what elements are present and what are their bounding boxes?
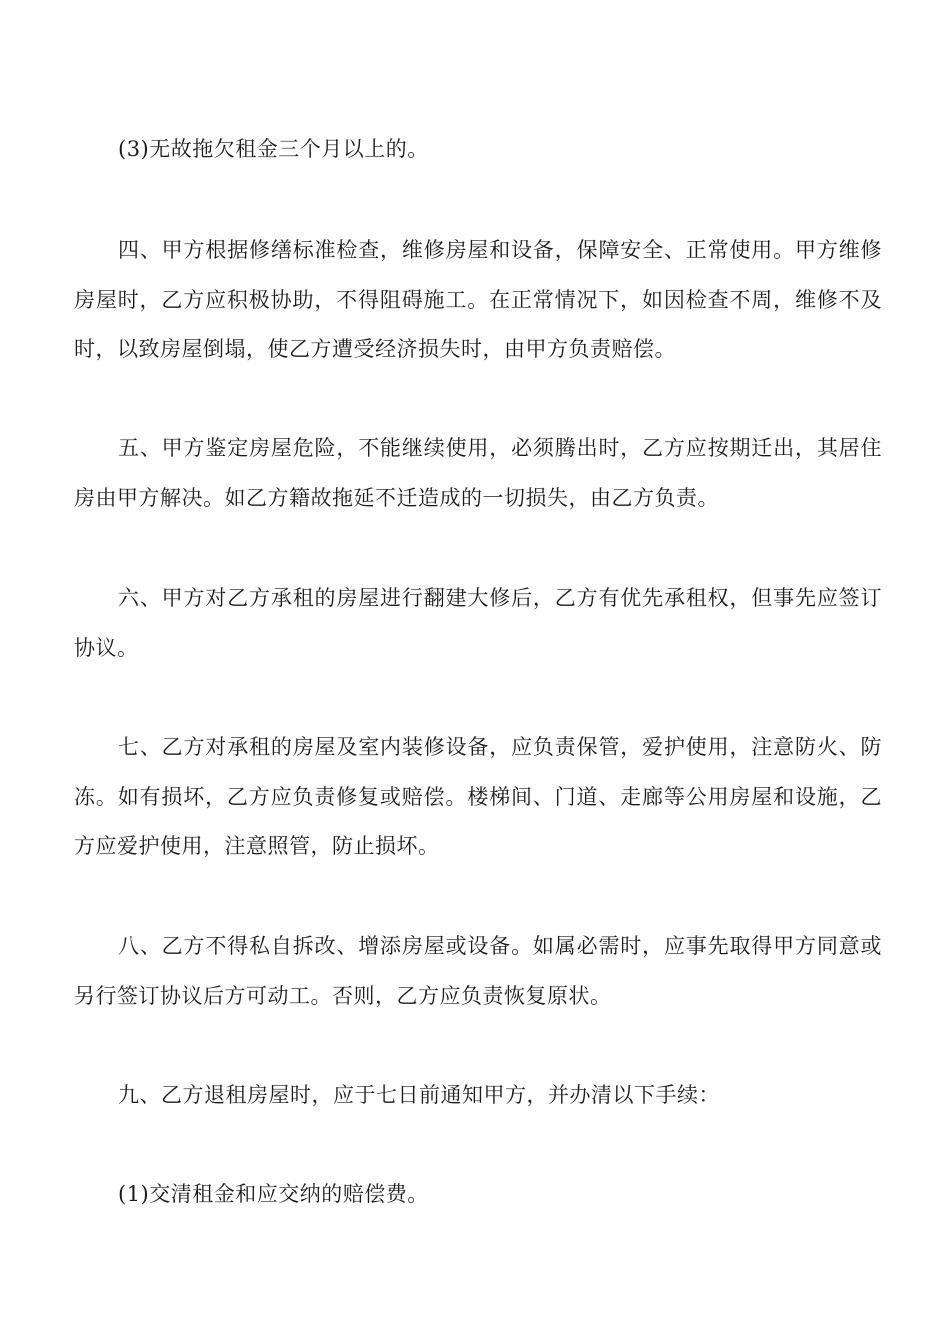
clause-9-item-1: (1)交清租金和应交纳的赔偿费。 [118, 1182, 429, 1206]
clause-8-alterations: 八、乙方不得私自拆改、增添房屋或设备。如属必需时，应事先取得甲方同意或另行签订协议后方可动工。否则，乙方应负责恢复原状。 [74, 934, 882, 1008]
clause-7-maintenance: 七、乙方对承租的房屋及室内装修设备，应负责保管，爱护使用，注意防火、防冻。如有损坏，乙方应负责修复或赔偿。楼梯间、门道、走廊等公用房屋和设施，乙方应爱护使用，注意照管，防止损坏。 [74, 735, 882, 858]
clause-3-item-3: (3)无故拖欠租金三个月以上的。 [118, 137, 429, 161]
clause-4-repair: 四、甲方根据修缮标准检查，维修房屋和设备，保障安全、正常使用。甲方维修房屋时，乙方应积极协助，不得阻碍施工。在正常情况下，如因检查不周，维修不及时，以致房屋倒塌，使乙方遭受经济损失时，由甲方负责赔偿。 [74, 238, 882, 361]
clause-5-danger: 五、甲方鉴定房屋危险，不能继续使用，必须腾出时，乙方应按期迁出，其居住房由甲方解决。如乙方籍故拖延不迁造成的一切损失，由乙方负责。 [74, 436, 882, 510]
clause-6-renovation: 六、甲方对乙方承租的房屋进行翻建大修后，乙方有优先承租权，但事先应签订协议。 [74, 586, 882, 660]
clause-9-termination: 九、乙方退租房屋时，应于七日前通知甲方，并办清以下手续： [118, 1083, 720, 1107]
